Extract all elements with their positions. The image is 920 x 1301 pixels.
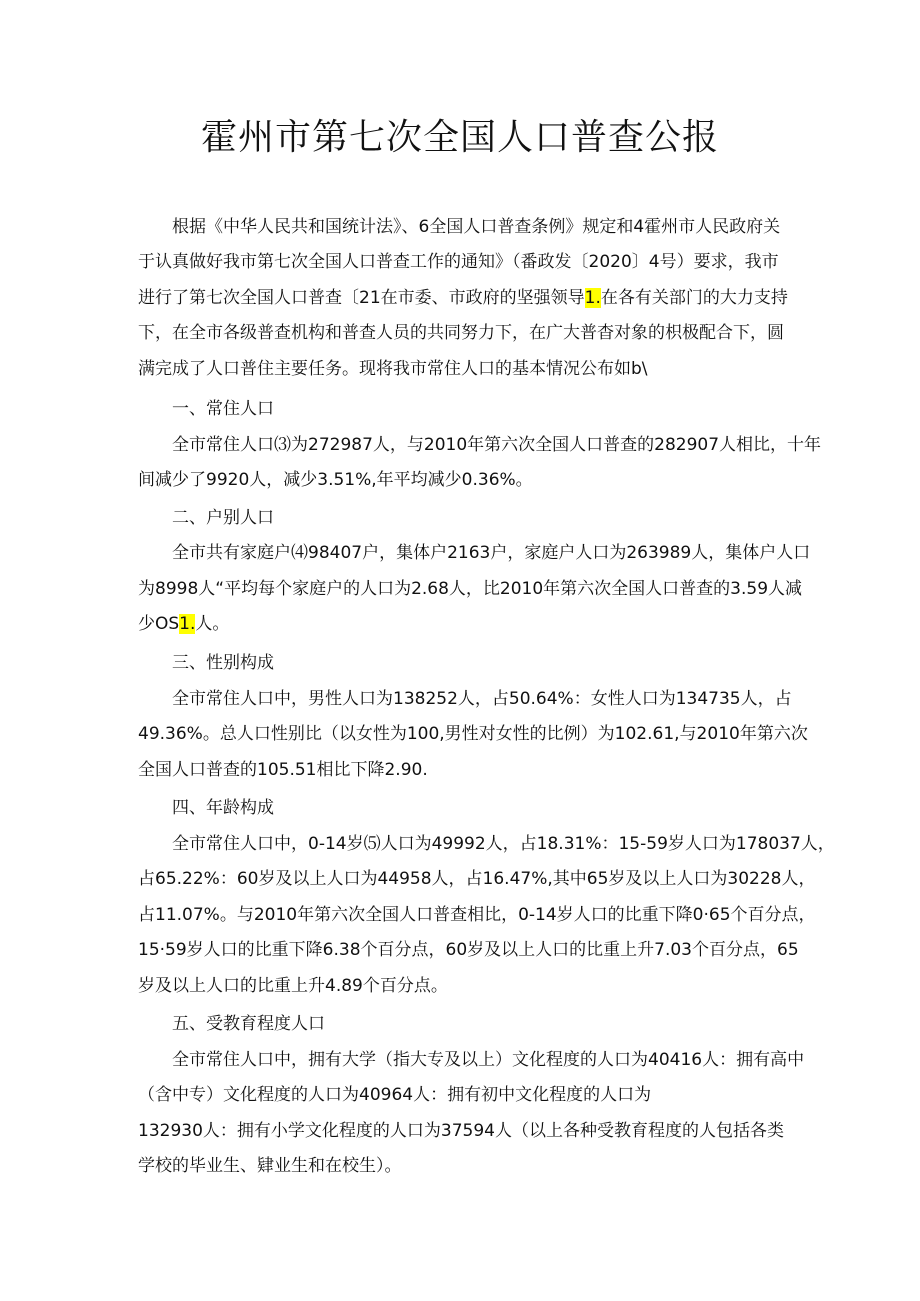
section-heading: 三、性别构成	[172, 653, 274, 673]
paragraph-line: 49.36%。总人口性别比（以女性为100,男性对女性的比例）为102.61,与2010年第六次	[138, 724, 808, 744]
paragraph-line: 少OS1.人。	[138, 614, 230, 634]
document-title: 霍州市第七次全国人口普查公报	[200, 117, 719, 158]
paragraph-line: 满完成了人口普住主要任务。现将我市常住人口的基本情况公布如b\	[138, 359, 648, 379]
highlight-mark: 1.	[584, 288, 601, 308]
paragraph-line: 15·59岁人口的比重下降6.38个百分点，60岁及以上人口的比重上升7.03个百分点，65	[138, 940, 799, 960]
paragraph-line: （含中专）文化程度的人口为40964人：拥有初中文化程度的人口为	[138, 1085, 652, 1105]
section-heading: 五、受教育程度人口	[172, 1014, 325, 1034]
paragraph-line: 于认真做好我市第七次全国人口普查工作的通知》（番政发〔2020〕4号）要求，我市	[138, 252, 779, 272]
paragraph-line: 全市常住人口⑶为272987人，与2010年第六次全国人口普查的282907人相比，十年	[172, 435, 822, 455]
paragraph-line: 下，在全市各级普查机构和普查人员的共同努力下，在广大普杳对象的枳极配合下，圆	[138, 323, 784, 343]
paragraph-line: 占65.22%：60岁及以上人口为44958人，占16.47%,其中65岁及以上人口为30228人，	[138, 869, 816, 889]
paragraph-line: 全市常住人口中，0-14岁⑸人口为49992人，占18.31%：15-59岁人口为178037人，	[172, 834, 835, 854]
paragraph-line: 进行了第七次全国人口普查〔21在市委、市政府的坚强领导1.在各有关部门的大力支持	[138, 288, 788, 308]
highlight-mark: 1.	[179, 614, 196, 634]
paragraph-line: 根据《中华人民共和国统计法》、6全国人口普查条例》规定和4霍州市人民政府关	[172, 217, 781, 237]
section-heading: 二、户别人口	[172, 508, 274, 528]
paragraph-line: 间减少了9920人，减少3.51%,年平均减少0.36%。	[138, 470, 533, 490]
paragraph-line: 132930人：拥有小学文化程度的人口为37594人（以上各种受教育程度的人包括各类	[138, 1121, 784, 1141]
paragraph-line: 占11.07%。与2010年第六次全国人口普查相比，0-14岁人口的比重下降0·65个百分点，	[138, 905, 816, 925]
paragraph-line: 学校的毕业生、肄业生和在校生）。	[138, 1156, 402, 1176]
paragraph-line: 全市常住人口中，男性人口为138252人，占50.64%：女性人口为134735人，占	[172, 689, 792, 709]
section-heading: 一、常住人口	[172, 399, 274, 419]
paragraph-line: 全市常住人口中，拥有大学（指大专及以上）文化程度的人口为40416人：拥有高中	[172, 1050, 805, 1070]
paragraph-line: 全市共有家庭户⑷98407户，集体户2163户，家庭户人口为263989人，集体户人口	[172, 543, 811, 563]
paragraph-line: 全国人口普查的105.51相比下降2.90.	[138, 760, 428, 780]
section-heading: 四、年龄构成	[172, 798, 274, 818]
paragraph-line: 为8998人“平均每个家庭户的人口为2.68人，比2010年第六次全国人口普查的3.59人减	[138, 579, 803, 599]
paragraph-line: 岁及以上人口的比重上升4.89个百分点。	[138, 976, 448, 996]
